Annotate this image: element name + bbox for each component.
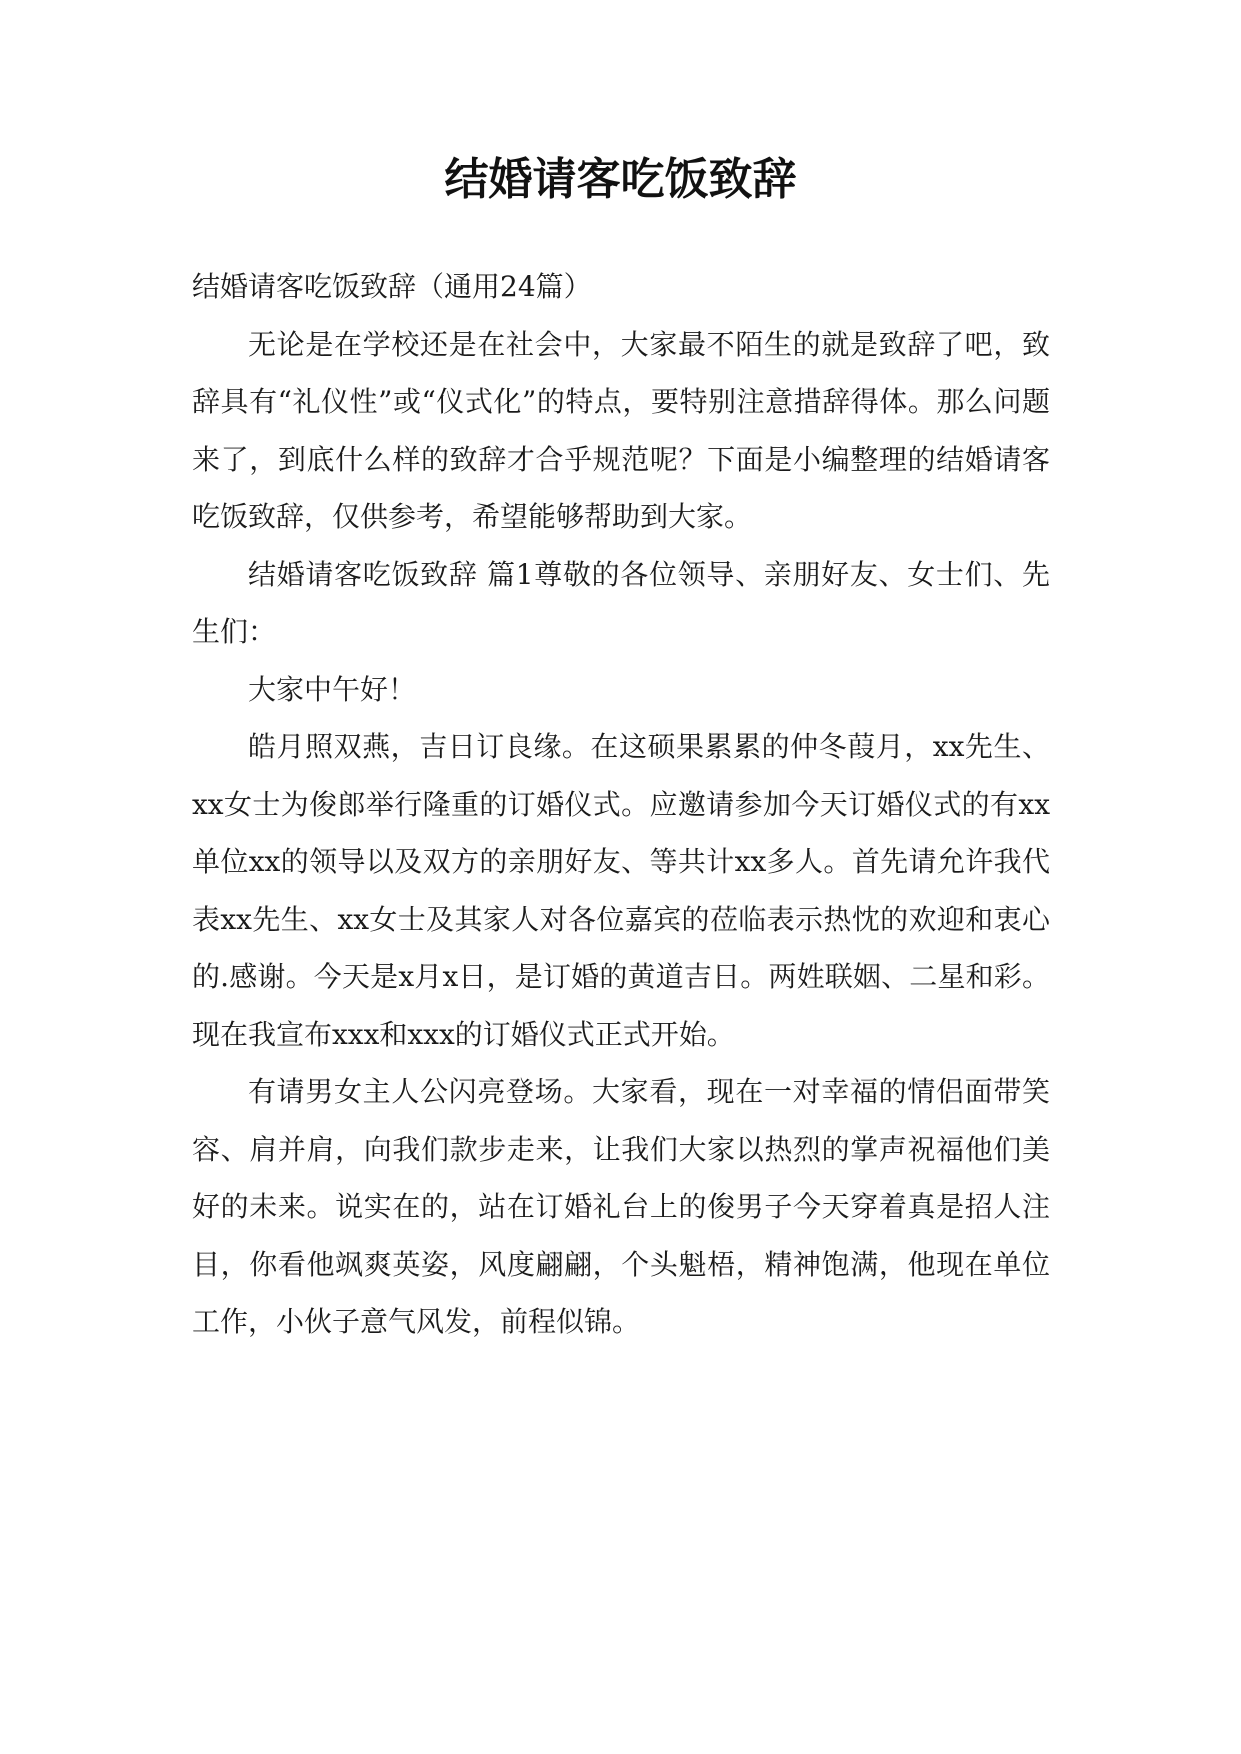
intro-paragraph: 无论是在学校还是在社会中，大家最不陌生的就是致辞了吧，致辞具有“礼仪性”或“仪式化”的特点，要特别注意措辞得体。那么问题来了，到底什么样的致辞才合乎规范呢？下面是小编整理的结婚请客吃饭致辞，仅供参考，希望能够帮助到大家。 xyxy=(192,327,1050,533)
subtitle-paragraph: 结婚请客吃饭致辞（通用24篇） xyxy=(192,270,592,303)
couple-entrance-paragraph: 有请男女主人公闪亮登场。大家看，现在一对幸福的情侣面带笑容、肩并肩，向我们款步走来，让我们大家以热烈的掌声祝福他们美好的未来。说实在的，站在订婚礼台上的俊男子今天穿着真是招人注目，你看他飒爽英姿，风度翩翩，个头魁梧，精神饱满，他现在单位工作，小伙子意气风发，前程似锦。 xyxy=(192,1075,1050,1338)
ceremony-paragraph: 皓月照双燕，吉日订良缘。在这硕果累累的仲冬葭月，xx先生、xx女士为俊郎举行隆重的订婚仪式。应邀请参加今天订婚仪式的有xx单位xx的领导以及双方的亲朋好友、等共计xx多人。首先请允许我代表xx先生、xx女士及其家人对各位嘉宾的莅临表示热忱的欢迎和衷心的.感谢。今天是x月x日，是订婚的黄道吉日。两姓联姻、二星和彩。现在我宣布xxx和xxx的订婚仪式正式开始。 xyxy=(192,730,1050,1051)
speech-opening-paragraph: 结婚请客吃饭致辞 篇1尊敬的各位领导、亲朋好友、女士们、先生们： xyxy=(192,557,1050,648)
document-body xyxy=(192,258,1050,1351)
greeting-paragraph: 大家中午好！ xyxy=(248,672,417,706)
document-title: 结婚请客吃饭致辞 xyxy=(444,154,797,205)
